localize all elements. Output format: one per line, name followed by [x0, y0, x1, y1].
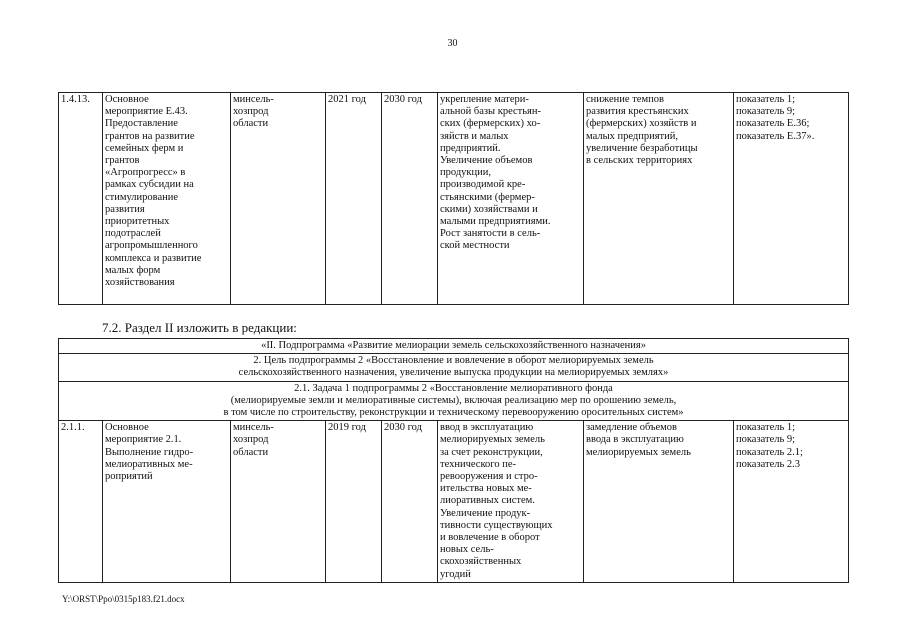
section-heading: 7.2. Раздел II изложить в редакции:	[102, 320, 297, 335]
table-row	[59, 93, 849, 305]
end-year: 2030 год	[382, 93, 438, 305]
row-number: 1.4.13.	[59, 93, 103, 305]
table-row	[59, 421, 849, 583]
non-implementation-consequence: замедление объемов ввода в эксплуатацию мелиорируемых земель	[584, 421, 734, 583]
indicators: показатель 1; показатель 9; показатель 2.1; показатель 2.3	[734, 421, 849, 583]
subprogram-goal: 2. Цель подпрограммы 2 «Восстановление и вовлечение в оборот мелиорируемых земель сельскохозяйственного назначения, увеличение выпуска продукции на мелиорируемых землях»	[59, 354, 849, 381]
program-table-continued	[58, 92, 849, 305]
measure-name: Основное мероприятие Е.43. Предоставление грантов на развитие семейных ферм и грантов «Агропрогресс» в рамках субсидии на стимулирование развития приоритетных подотраслей агропромышленного комплекса и развитие малых форм хозяйствования	[103, 93, 231, 305]
expected-result: ввод в эксплуатацию мелиорируемых земель за счет реконструкции, технического пе- ревооружения и стро- ительства новых ме- лиоративных систем. Увеличение продук- тивности существующих и вовлечение в оборот новых сель- скохозяйственных угодий	[438, 421, 584, 583]
executor: минсель- хозпрод области	[231, 93, 326, 305]
goal-row	[59, 354, 849, 381]
subprogram-title: «II. Подпрограмма «Развитие мелиорации земель сельскохозяйственного назначения»	[59, 339, 849, 354]
subprogram-title-row	[59, 339, 849, 354]
executor: минсель- хозпрод области	[231, 421, 326, 583]
page-number: 30	[447, 38, 458, 49]
row-number: 2.1.1.	[59, 421, 103, 583]
end-year: 2030 год	[382, 421, 438, 583]
start-year: 2021 год	[326, 93, 382, 305]
indicators: показатель 1; показатель 9; показатель Е.36; показатель Е.37».	[734, 93, 849, 305]
subprogram-task: 2.1. Задача 1 подпрограммы 2 «Восстановление мелиоративного фонда (мелиорируемые земли и мелиоративные системы), включая реализацию мер по орошению земель, в том числе по строительству, реконструкции и техническому перевооружению оросительных систем»	[59, 381, 849, 421]
non-implementation-consequence: снижение темпов развития крестьянских (фермерских) хозяйств и малых предприятий, увеличение безработицы в сельских территориях	[584, 93, 734, 305]
expected-result: укрепление матери- альной базы крестьян- ских (фермерских) хо- зяйств и малых предприятий. Увеличение объемов продукции, производимой кре- стьянскими (фермер- скими) хозяйствами и малыми предприятиями. Рост занятости в сель- ской местности	[438, 93, 584, 305]
footer-file-path: Y:\ORST\Ppo\0315p183.f21.docx	[62, 594, 185, 604]
section-ii-table	[58, 338, 849, 583]
start-year: 2019 год	[326, 421, 382, 583]
measure-name: Основное мероприятие 2.1. Выполнение гидро- мелиоративных ме- роприятий	[103, 421, 231, 583]
task-row	[59, 381, 849, 421]
